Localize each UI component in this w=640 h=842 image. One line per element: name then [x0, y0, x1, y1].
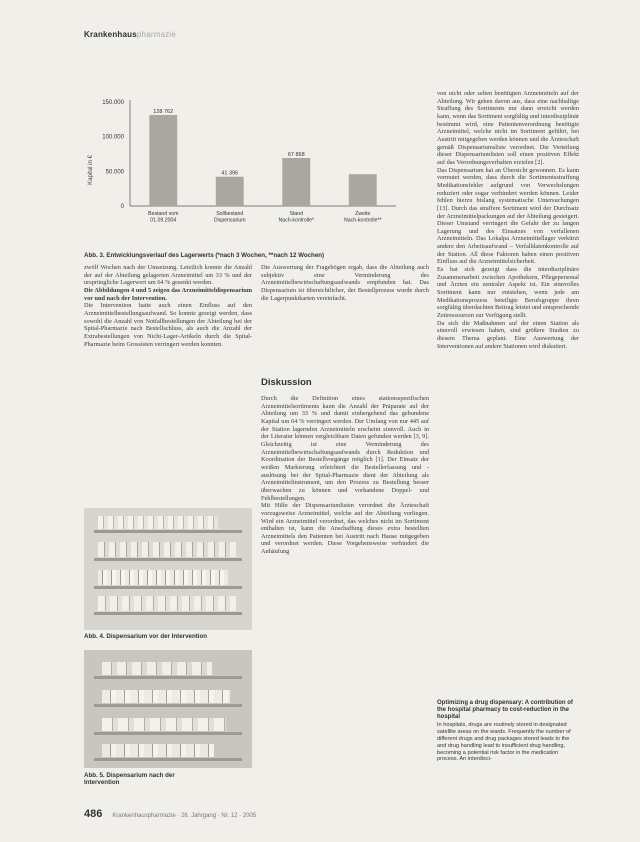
category-label: Stand Nach-kontrolle*: [278, 211, 314, 224]
bar-group: [149, 109, 376, 206]
bar: [216, 177, 244, 206]
bar-value-label: 41 396: [221, 170, 239, 177]
header-brand: Krankenhaus: [84, 30, 137, 39]
paragraph: Da sich die Maßnahmen auf der einen Station als sinnvoll erwiesen haben, sind größere Studien zu diesem Thema geplant. Eine Auswertung der Interventionen auf andere Stationen wird diskutiert.: [437, 319, 579, 350]
paragraph: Die Intervention hatte auch einen Einfluss auf den Arzneimittelbestellungsaufwand. So konnte gezeigt werden, dass sowohl die Anzahl von Notfallbestellungen der Abteilung bei der Spital-Pharmazie nach Bestellschluss, als auch die Anzahl der Extrabestellungen von Nicht-Lager-Artikeln durch die Spital-Pharmazie beim Grossisten verringert werden konnten.: [84, 302, 252, 348]
dispensary-after-photo: [84, 650, 252, 768]
y-tick-label: 100.000: [102, 134, 124, 141]
figure-3-caption: Abb. 3. Entwicklungsverlauf des Lagerwerts (*nach 3 Wochen, **nach 12 Wochen): [84, 252, 325, 259]
y-tick-label: 50.000: [105, 169, 124, 176]
bar-value-label: 128 762: [153, 109, 174, 116]
y-tick-label: 150.000: [102, 100, 124, 106]
section-heading-discussion: Diskussion: [261, 377, 312, 388]
bar-value-label: 67 868: [287, 152, 305, 159]
paragraph: von nicht oder selten benötigten Arzneimitteln auf der Abteilung. Wir gehen davon aus, dass eine nachhaltige Straffung des Sortiments nur dann erreicht werden kann, wenn das Sortiment sorgfältig und interdisziplinär bestimmt wird, eine Patientenverordnung benötigte Arzneimittel, welche nicht im Sortiment geführt, bei Austritt mitgegeben werden können und die Ärzteschaft gemäß Dispensariumsliste verordnet. Die Verteilung dieser Dispensariumlisten soll einen positiven Effekt auf das Verordnungsverhalten erzielen [2].: [437, 90, 579, 166]
paragraph: zwölf Wochen nach der Umsetzung. Letztlich konnte die Anzahl der auf der Abteilung gelagerten Arzneimittel um 33 % und der ursprüngliche Lagerwert um 64 % gesenkt werden.: [84, 264, 252, 287]
paragraph: Mit Hilfe der Dispensariumlisten verordnet die Ärzteschaft vorzugsweise Arzneimittel, welche auf der Abteilung vorliegen. Wird ein Arzneimittel verordnet, das welches nicht im Sortiment enthalten ist, kann die Anschaffung dieses extra bestellten Arzneimittels den Patienten bei Austritt nach Hause mitgegeben und verordnet werden. Diese Vorgehensweise verhindert die Anhäufung: [261, 502, 429, 556]
column-2-text-top: [261, 264, 429, 302]
bar: [282, 158, 310, 206]
category-label: Bestand vom 01.09.2004: [148, 211, 179, 224]
journal-citation: Krankenhauspharmazie · 26. Jahrgang · Nr. 12 · 2005: [112, 813, 257, 819]
paragraph: Das Dispensarium hat an Übersicht gewonnen. Es kann vermutet werden, dass durch die Sortimentsstraffung Medikationsfehler aufgrund von Verwechslungen reduziert oder sogar verhindert werden können. Leider fehlen hierzu bislang systematische Untersuchungen [13]. Durch das straffere Sortiment wird der Durchsatz der Arzneimittelpackungen auf der Abteilung gesteigert. Dieser Umstand verringert die Gefahr der zu langen Lagerung und des Einsatzes von verfallenen Arzneimitteln. Das Lokalpa Arzneimittellager verkürzt andere den Arbeitsaufwand – Verfalldatenkontrolle auf der Station. All diese Faktoren haben einen positiven Einfluss auf die Arzneimittelsicherheit.: [437, 166, 579, 266]
running-header: [84, 30, 176, 39]
bar: [349, 174, 377, 206]
column-1-text: [84, 264, 252, 348]
paragraph: Durch die Definition eines stationsspezifischen Arzneimittelsortiments kann die Anzahl der Präparate auf der Abteilung um 33 % und damit einhergehend das gebundene Kapital um 64 % verringert werden. Der Umfang von nur 445 auf der Station lagernden Arzneimitteln erscheint sinnvoll. Auch in der Literatur können vergleichbare Daten gefunden werden [3, 9]. Gleichzeitig ist eine Verminderung des Arzneimittelbewirtschaftungsaufwands durch Reduktion und Koordination der Bestellvorgänge möglich [1]. Der Einsatz der weißen Markierung erleichtert die Bestellerfassung und -auslösung bei der Spital-Pharmazie dient der Abteilung als Arzneimittelinstrument, um den Prozess zu Bestellung besser überwachen zu können und vorhandene Doppel- und Fehlbestellungen.: [261, 395, 429, 502]
bar-chart: [84, 90, 402, 248]
category-label: Zweite Nach-kontrolle**: [344, 211, 382, 224]
page-footer: [84, 808, 256, 820]
y-tick-label: 0: [120, 204, 124, 210]
header-section: pharmazie: [136, 30, 177, 39]
page-number: 486: [84, 808, 103, 820]
dispensary-before-photo: [84, 508, 252, 630]
abstract-title: Optimizing a drug dispensary: A contribution of the hospital pharmacy to cost-reduction in the hospital: [437, 700, 573, 720]
paragraph: Es hat sich gezeigt dass die interdisziplinäre Zusammenarbeit zwischen Apothekern, Pflegepersonal und Ärzten ein zentraler Aspekt ist. Ein sinnvolles Sortiment kann nur entstehen, wenn jede am Medikationsprozess beteiligte Berufsgruppe ihren sorgfältig überdachten Beitrag leistet und entsprechende Zeitressourcen zur Verfügung stellt.: [437, 266, 579, 320]
bar: [149, 115, 177, 206]
column-2-text-bottom: [261, 395, 429, 556]
paragraph: Die Abbildungen 4 und 5 zeigen das Arzneimitteldispensarium vor und nach der Intervention.: [84, 286, 252, 302]
paragraph: Die Auswertung der Fragebögen ergab, dass die Abteilung auch subjektiv eine Verminderung des Arzneimittelbewirtschaftungsaufwands empfunden hat. Das Dispensarium ist übersichtlicher, der Bestellprozess wurde durch die Lagerpunktkarten vereinfacht.: [261, 264, 429, 302]
figure-4-caption: Abb. 4. Dispensarium vor der Intervention: [84, 633, 208, 640]
english-abstract: [437, 700, 579, 763]
figure-5-caption: Abb. 5. Dispensarium nach der Intervention: [84, 772, 175, 787]
column-3-text: [437, 90, 579, 350]
abstract-text: In hospitals, drugs are routinely stored in designated satellite areas on the wards. Frequently the number of different drugs and drug packages stored leads to the and drug handling lead to insufficient drug handling, becoming a potential risk factor in the medication process. An interdisci-: [437, 722, 571, 763]
category-label-group: [148, 211, 381, 224]
category-label: Sollbestand Dispensarium: [213, 211, 246, 224]
chart-ylabel: Kapital in €: [88, 155, 94, 185]
